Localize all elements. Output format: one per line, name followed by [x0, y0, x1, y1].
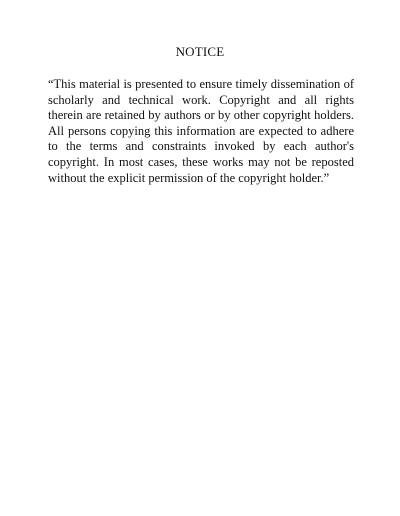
notice-paragraph: “This material is presented to ensure timely dissemination of scholarly and technical work. Copyright and all rights therein are retained by authors or by other copyright holders. All persons copying this information are expected to adhere to the terms and constraints invoked by each author's copyright. In most cases, these works may not be reposted without the explicit permission of the copyright holder.” — [48, 77, 354, 185]
notice-title: NOTICE — [175, 44, 225, 59]
